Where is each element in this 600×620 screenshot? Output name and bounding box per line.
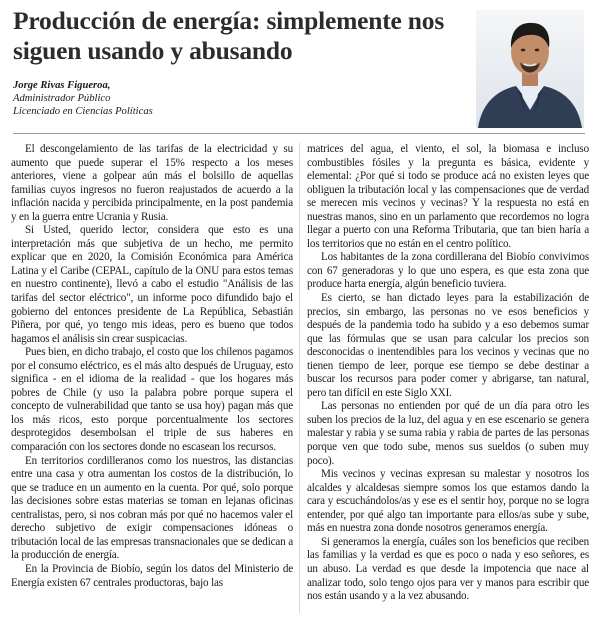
author-role-2: Licenciado en Ciencias Políticas <box>13 106 153 118</box>
article-column-right <box>307 143 589 604</box>
article-title-line-2: siguen usando y abusando <box>13 36 293 65</box>
column-divider <box>299 143 300 613</box>
paragraph: Si Usted, querido lector, considera que esto es una interpretación más que subjetiva de un hecho, me permito explicar que en 2020, la Comisión Económica para América Latina y el Caribe (CEPAL, capítulo de la ONU para estos temas en nuestro continente), llevó a cabo el estudio "Análisis de las tarifas del sector eléctrico", un informe poco difundido bajo el gobierno del entonces presidente de La República, Sebastián Piñera, por qué, yo tengo mis ideas, pero es bueno que todos hagamos el análisis sin crear suspicacias. <box>11 224 293 345</box>
paragraph: El descongelamiento de las tarifas de la electricidad y su aumento que puede superar el 15% respecto a los meses anteriores, viene a golpear aún más el bolsillo de aquellas familias cuyos ingresos no fueron reajustados de acuerdo a la inflación nacida y percibida principalmente, en la post pandemia y en la guerra entre Ucrania y Rusia. <box>11 143 293 223</box>
paragraph: En la Provincia de Biobío, según los datos del Ministerio de Energía existen 67 centrales productoras, bajo las <box>11 562 293 589</box>
paragraph: Los habitantes de la zona cordillerana del Biobío convivimos con 67 generadoras y lo que uno espera, es que esta zona que produce harta energía, algún beneficio tuviera. <box>307 251 589 291</box>
paragraph: matrices del agua, el viento, el sol, la biomasa e incluso combustibles fósiles y la pregunta es básica, evidente y elemental: ¿Por qué si todo se produce acá no existen leyes que obliguen la tributación local y las compensaciones que de verdad se merecen mis vecinos y vecinas? Y la respuesta no está en nuestras manos, sino en un parlamento que recordemos no logra llegar a puerto con una Reforma Tributaria, que tan bien haría a los territorios que no están en el centro político. <box>307 143 589 250</box>
author-photo <box>476 10 584 128</box>
paragraph: Las personas no entienden por qué de un día para otro les suben los precios de la luz, del agua y en ese escenario se genera malestar y rabia y se suma rabia y rabia de partes de las personas porque ven que todo sube, menos sus sueldos (o suben muy poco). <box>307 400 589 467</box>
author-name: Jorge Rivas Figueroa, <box>13 80 111 91</box>
header-rule <box>13 133 585 134</box>
paragraph: Es cierto, se han dictado leyes para la estabilización de precios, sin embargo, las personas no ve esos beneficios y después de la pandemia todo ha subido y a eso debemos sumar que las fórmulas que se usan para calcular los precios son desconocidas o inentendibles para los vecinos y vecinas que no tienen tiempo de leer, porque ese tiempo se debe destinar a buscar los recursos para poder comer y abrigarse, tan natural, pero tan difícil en este Siglo XXI. <box>307 292 589 399</box>
paragraph: En territorios cordilleranos como los nuestros, las distancias entre una casa y otra aumentan los costos de la distribución, lo que se traduce en un aumento en la cuenta. Por qué, solo porque las decisiones sobre estas materias se toman en lejanas oficinas centralistas, pero, si nos cobran más por qué no hacemos valer el derecho subjetivo de exigir compensaciones idóneas o tributación local de las empresas transnacionales que se dedican a la producción de energía. <box>11 454 293 562</box>
article-title <box>13 6 468 66</box>
paragraph: Si generamos la energía, cuáles son los beneficios que reciben las familias y la verdad es que es poco o nada y eso señores, es un abuso. La verdad es que desde la impotencia que nace al analizar todo, solo tengo ojos para ver y manos para escribir que nos están usando y a la vez abusando. <box>307 535 589 603</box>
author-role-1: Administrador Público <box>13 93 111 105</box>
paragraph: Mis vecinos y vecinas expresan su malestar y nosotros los alcaldes y alcaldesas siempre somos los que estamos dando la cara y escuchándolos/as y ese es el sentir hoy, porque no se logra entender, por qué algo tan importante para ellos/as sube y sube, más en nuestra zona donde nosotros generamos energía. <box>307 468 589 535</box>
article-title-line-1: Producción de energía: simplemente nos <box>13 6 445 35</box>
article-column-left <box>11 143 293 590</box>
author-byline <box>13 79 313 119</box>
paragraph: Pues bien, en dicho trabajo, el costo que los chilenos pagamos por el consumo eléctrico, es el más alto después de Uruguay, esto significa - en el idioma de la realidad - que los hogares más pobres de Chile (y uso la palabra pobre porque supera el concepto de vulnerabilidad que tanto se usa hoy) pagan más que los más ricos, esto porque porcentualmente los sectores desprotegidos desembolsan el triple de sus haberes en comparación con los sectores donde no escasean los recursos. <box>11 346 293 454</box>
